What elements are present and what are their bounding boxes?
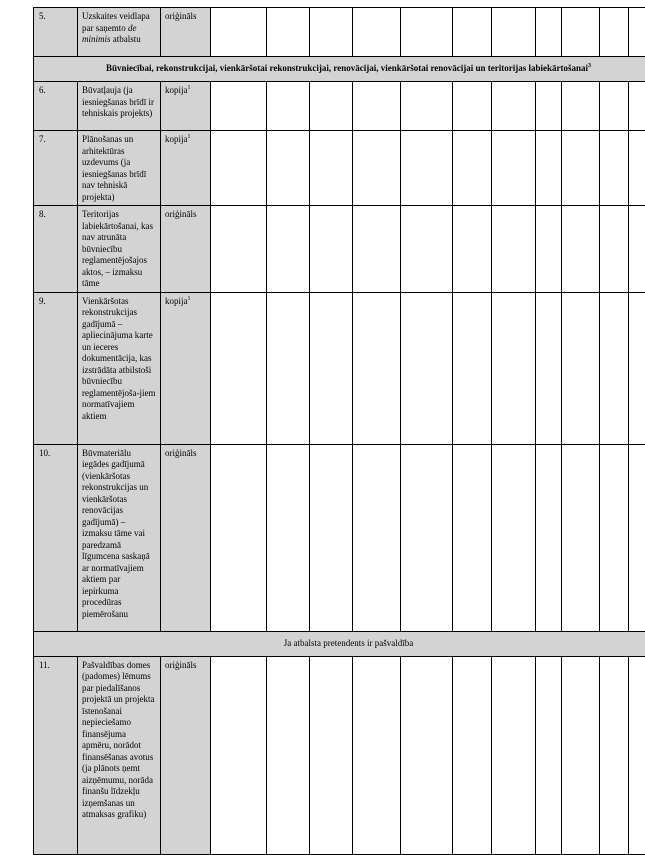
- document-type: oriģināls: [161, 206, 211, 293]
- document-type: kopija$^1$: [161, 82, 211, 131]
- row-number: 5.: [34, 8, 78, 57]
- empty-cell: [353, 82, 401, 131]
- empty-cell: [492, 656, 536, 854]
- empty-cell: [492, 292, 536, 444]
- empty-cell: [211, 131, 267, 206]
- empty-cell: [453, 444, 492, 631]
- table-row-8: [34, 206, 645, 293]
- table-row-9: [34, 292, 645, 444]
- section-row-construction: [34, 57, 645, 82]
- empty-cell: [267, 292, 310, 444]
- empty-cell: [211, 444, 267, 631]
- document-name: Uzskaites veidlapa par saņemto de minimis atbalstu: [78, 8, 161, 57]
- empty-cell: [600, 8, 629, 57]
- document-name: Būvmateriālu iegādes gadījumā (vienkāršotas rekonstrukcijas un vienkāršotas renovācijas gadījumā) – izmaksu tāme vai paredzamā līgumcena saskaņā ar normatīvajiem aktiem par iepirkuma procedūras piemērošanu: [78, 444, 161, 631]
- document-type: kopija$^1$: [161, 292, 211, 444]
- empty-cell: [629, 206, 645, 293]
- empty-cell: [401, 444, 453, 631]
- footnote-ref: 1: [188, 296, 191, 302]
- row-number: 8.: [34, 206, 78, 293]
- empty-cell: [453, 292, 492, 444]
- document-type: kopija$^1$: [161, 131, 211, 206]
- empty-cell: [453, 131, 492, 206]
- empty-cell: [536, 656, 562, 854]
- empty-cell: [353, 292, 401, 444]
- empty-cell: [211, 206, 267, 293]
- empty-cell: [310, 8, 353, 57]
- document-type: oriģināls: [161, 8, 211, 57]
- footnote-ref: 3: [588, 63, 591, 69]
- empty-cell: [267, 131, 310, 206]
- empty-cell: [492, 206, 536, 293]
- empty-cell: [562, 656, 600, 854]
- empty-cell: [600, 131, 629, 206]
- empty-cell: [310, 656, 353, 854]
- empty-cell: [629, 444, 645, 631]
- empty-cell: [267, 206, 310, 293]
- empty-cell: [353, 656, 401, 854]
- empty-cell: [536, 206, 562, 293]
- empty-cell: [562, 131, 600, 206]
- empty-cell: [536, 292, 562, 444]
- empty-cell: [600, 292, 629, 444]
- empty-cell: [629, 82, 645, 131]
- empty-cell: [562, 206, 600, 293]
- row-number: 7.: [34, 131, 78, 206]
- empty-cell: [600, 656, 629, 854]
- empty-cell: [401, 206, 453, 293]
- table-row-10: [34, 444, 645, 631]
- empty-cell: [492, 131, 536, 206]
- row-number: 9.: [34, 292, 78, 444]
- empty-cell: [629, 656, 645, 854]
- document-checklist-table: [33, 7, 645, 855]
- empty-cell: [310, 444, 353, 631]
- document-name: Vienkāršotas rekonstrukcijas gadījumā – apliecinājuma karte un ieceres dokumentācija, kas izstrādāta atbilstoši būvniecību reglamentējoša-jiem normatīvajiem aktiem: [78, 292, 161, 444]
- footnote-ref: 1: [188, 85, 191, 91]
- empty-cell: [401, 656, 453, 854]
- empty-cell: [211, 656, 267, 854]
- empty-cell: [353, 131, 401, 206]
- document-name: Būvatļauja (ja iesniegšanas brīdī ir tehniskais projekts): [78, 82, 161, 131]
- document-name: Plānošanas un arhitektūras uzdevums (ja iesniegšanas brīdī nav tehniskā projekta): [78, 131, 161, 206]
- section-heading: Ja atbalsta pretendents ir pašvaldība: [34, 631, 645, 656]
- empty-cell: [492, 444, 536, 631]
- table-row-7: [34, 131, 645, 206]
- empty-cell: [353, 444, 401, 631]
- table-row-5: [34, 8, 645, 57]
- empty-cell: [536, 82, 562, 131]
- row-number: 10.: [34, 444, 78, 631]
- empty-cell: [401, 131, 453, 206]
- empty-cell: [600, 206, 629, 293]
- empty-cell: [600, 444, 629, 631]
- empty-cell: [629, 131, 645, 206]
- empty-cell: [536, 8, 562, 57]
- empty-cell: [600, 82, 629, 131]
- document-type: oriģināls: [161, 444, 211, 631]
- empty-cell: [310, 206, 353, 293]
- row-number: 6.: [34, 82, 78, 131]
- empty-cell: [453, 656, 492, 854]
- empty-cell: [310, 82, 353, 131]
- empty-cell: [629, 8, 645, 57]
- empty-cell: [562, 82, 600, 131]
- section-heading: Būvniecībai, rekonstrukcijai, vienkāršotai rekonstrukcijai, renovācijai, vienkāršotai renovācijai un teritorijas labiekārtošanai$^3$: [34, 57, 645, 82]
- footnote-ref: 1: [188, 134, 191, 140]
- empty-cell: [267, 82, 310, 131]
- empty-cell: [310, 131, 353, 206]
- empty-cell: [353, 8, 401, 57]
- empty-cell: [536, 444, 562, 631]
- document-type: oriģināls: [161, 656, 211, 854]
- empty-cell: [562, 8, 600, 57]
- table-row-6: [34, 82, 645, 131]
- empty-cell: [310, 292, 353, 444]
- empty-cell: [211, 8, 267, 57]
- empty-cell: [453, 206, 492, 293]
- empty-cell: [401, 292, 453, 444]
- empty-cell: [492, 8, 536, 57]
- row-number: 11.: [34, 656, 78, 854]
- empty-cell: [401, 82, 453, 131]
- empty-cell: [536, 131, 562, 206]
- empty-cell: [562, 292, 600, 444]
- document-name: Pašvaldības domes (padomes) lēmums par piedalīšanos projektā un projekta īstenošanai nepieciešamo finansējuma apmēru, norādot finansēšanas avotus (ja plānots ņemt aizņēmumu, norāda finanšu līdzekļu izņemšanas un atmaksas grafiku): [78, 656, 161, 854]
- empty-cell: [353, 206, 401, 293]
- empty-cell: [453, 8, 492, 57]
- empty-cell: [267, 444, 310, 631]
- empty-cell: [492, 82, 536, 131]
- empty-cell: [562, 444, 600, 631]
- document-name: Teritorijas labiekārtošanai, kas nav atrunāta būvniecību reglamentējošajos aktos, – izmaksu tāme: [78, 206, 161, 293]
- empty-cell: [267, 656, 310, 854]
- empty-cell: [211, 82, 267, 131]
- table-row-11: [34, 656, 645, 854]
- empty-cell: [267, 8, 310, 57]
- empty-cell: [211, 292, 267, 444]
- empty-cell: [401, 8, 453, 57]
- section-row-municipality: [34, 631, 645, 656]
- empty-cell: [453, 82, 492, 131]
- empty-cell: [629, 292, 645, 444]
